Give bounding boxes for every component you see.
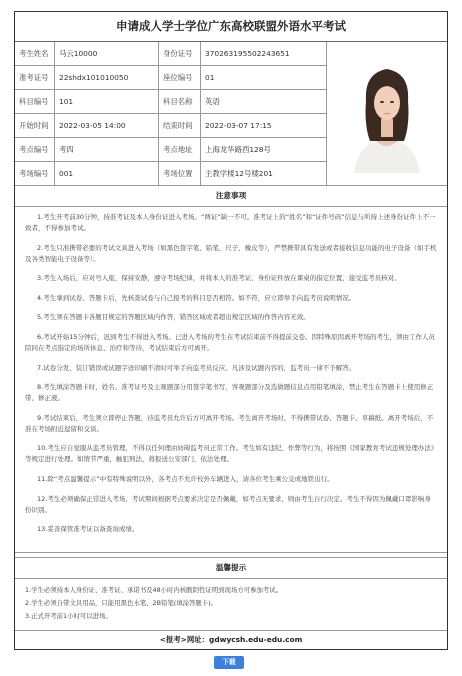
tip-item: 3.正式开考前1小时可以进场。 — [25, 611, 112, 620]
field-value: 001 — [55, 162, 159, 186]
field-value: 370263195502243651 — [201, 42, 327, 66]
field-value: 22shdx101010050 — [55, 66, 159, 90]
field-label: 准考证号 — [15, 66, 55, 90]
tip-item: 1.学生必须持本人身份证、准考证、承诺书及48小时内核酸阴性证明到现场方可参加考试。 — [25, 585, 283, 594]
field-value: 马云10000 — [55, 42, 159, 66]
notice-item: 8.考生填涂答题卡时，姓名、准考证号及主观题部分用签字笔书写，客观题部分及选做题信息点用铅笔填涂，禁止考生在答题卡上使用修正带、修正液。 — [25, 383, 434, 403]
notice-item: 5.考生须在答题卡各题目规定的答题区域内作答，错答区域或者超出规定区域的作答内容无效。 — [37, 313, 310, 322]
field-label: 考场位置 — [159, 162, 201, 186]
tips-heading: 温馨提示 — [15, 558, 447, 579]
notice-item: 11.除“考点温馨提示”中有特殊说明以外，各考点不允许校外车辆进入，请各位考生乘公交或地铁出行。 — [37, 474, 334, 483]
notice-item: 9.考试结束后，考生须立即停止答题，待监考员允许后方可离开考场。考生离开考场时，不得携带试卷、答题卡、草稿纸。离开考场后，不准在考场附近逗留和交谈。 — [25, 413, 434, 433]
notice-item: 1.考生开考前30分钟，持准考证及本人身份证进入考场。“两证”缺一不可。准考证上的“姓名”和“证件号码”信息与所持上述身份证件上不一致者，不得参加考试。 — [25, 213, 436, 232]
footer-website — [15, 631, 447, 649]
field-label: 座位编号 — [159, 66, 201, 90]
tip-item: 2.学生必须自带文具用品，只能用黑色水笔、2B铅笔(填涂答题卡)。 — [25, 598, 218, 607]
notice-item: 3.考生入场后，应对号入座，保持安静，遵守考场纪律，并将本人的准考证、身份证件放在课桌的指定位置，接受监考员核对。 — [37, 274, 401, 283]
footer-url-link[interactable]: gdwycsh.edu-edu.com — [209, 634, 303, 644]
field-label: 考点编号 — [15, 138, 55, 162]
field-label: 身份证号 — [159, 42, 201, 66]
footer-prefix: <报考>网址： — [159, 634, 210, 644]
notice-item: 13.妥善保管准考证以备查询成绩。 — [37, 525, 139, 534]
field-label: 考场编号 — [15, 162, 55, 186]
field-value: 01 — [201, 66, 327, 90]
notice-item: 10.考生应自觉服从监考员管理，不得以任何理由妨碍监考员正常工作。考生如有违纪、作弊等行为，将按照《国家教育考试违规处理办法》等规定进行处理。如情节严重，触犯刑法，将报送公安部门，依法处理。 — [25, 444, 435, 464]
field-label: 结束时间 — [159, 114, 201, 138]
notice-item: 7.试卷分发、装订错误或试题字迹印刷不清时可举手向监考员反应。凡涉及试题内容的，监考员一律不予解答。 — [37, 363, 356, 372]
field-label: 科目名称 — [159, 90, 201, 114]
field-value: 2022-03-05 14:00 — [55, 114, 159, 138]
photo-cell — [327, 42, 447, 186]
field-label: 考点地址 — [159, 138, 201, 162]
candidate-info-grid — [15, 42, 447, 186]
field-value: 英语 — [201, 90, 327, 114]
notice-item: 12.考生必须确保正常进入考场，考试期间根据考点要求决定是否佩戴，如考点无要求，则由考生自行决定。考生不得因为佩戴口罩影响身份识别。 — [25, 494, 431, 514]
notice-list — [15, 207, 447, 553]
notice-item: 2.考生只准携带必要的考试文具进入考场（如黑色签字笔、铅笔、尺子、橡皮等），严禁携带具有发送或者接收信息功能的电子设备（如手机及各类智能电子设备等）。 — [25, 243, 437, 263]
field-value: 考四 — [55, 138, 159, 162]
field-value: 2022-03-07 17:15 — [201, 114, 327, 138]
ticket-title: 申请成人学士学位广东高校联盟外语水平考试 — [15, 12, 447, 42]
field-label: 科目编号 — [15, 90, 55, 114]
notice-item: 6.考试开始15分钟后，迟到考生不得进入考场。已进入考场的考生在考试结束前不得提前交卷。因特殊原因离开考场的考生，须由工作人员陪同在考点指定的场所休息、治疗和等待，考试结束后方可离开。 — [25, 332, 435, 352]
download-button[interactable]: 下载 — [214, 656, 244, 669]
candidate-photo — [352, 55, 422, 173]
field-value: 上海龙华路西128号 — [201, 138, 327, 162]
notice-heading: 注意事项 — [15, 186, 447, 207]
notice-item: 4.考生拿到试卷、答题卡后，先核查试卷与自己报考的科目是否相符。如不符，应立即举手向监考员说明情况。 — [37, 293, 356, 302]
admission-ticket — [14, 11, 448, 650]
field-label: 考生姓名 — [15, 42, 55, 66]
field-label: 开始时间 — [15, 114, 55, 138]
field-value: 主教学楼12号楼201 — [201, 162, 327, 186]
field-value: 101 — [55, 90, 159, 114]
tips-list — [15, 579, 447, 631]
